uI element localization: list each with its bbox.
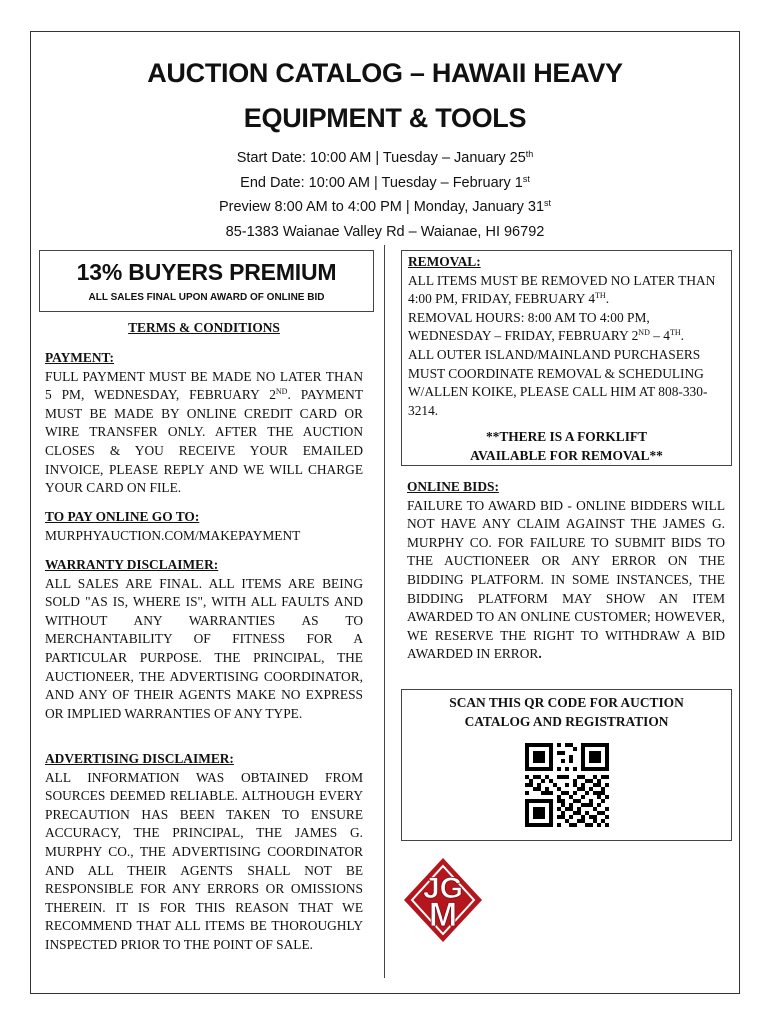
removal-coordination: ALL OUTER ISLAND/MAINLAND PURCHASERS MUST COORDINATE REMOVAL & SCHEDULING W/ALLEN KOIKE, PLEASE CALL HIM AT 808-330-3214. bbox=[408, 346, 708, 418]
online-bids-heading: ONLINE BIDS: bbox=[407, 479, 499, 494]
pay-online-url: MURPHYAUCTION.COM/MAKEPAYMENT bbox=[45, 527, 301, 543]
warranty-heading: WARRANTY DISCLAIMER: bbox=[45, 557, 219, 572]
buyers-premium-subtitle: ALL SALES FINAL UPON AWARD OF ONLINE BID bbox=[88, 292, 325, 303]
preview-date: Preview 8:00 AM to 4:00 PM | Monday, January 31st bbox=[218, 198, 552, 215]
removal-hours: REMOVAL HOURS: 8:00 AM TO 4:00 PM, bbox=[408, 309, 650, 325]
advertising-heading: ADVERTISING DISCLAIMER: bbox=[45, 751, 234, 766]
buyers-premium-title: 13% BUYERS PREMIUM bbox=[76, 259, 337, 285]
jgm-logo-icon bbox=[402, 856, 484, 944]
online-bids-text: FAILURE TO AWARD BID - ONLINE BIDDERS WILL NOT HAVE ANY CLAIM AGAINST THE JAMES G. MURPHY CO. FOR FAILURE TO SUBMIT BIDS TO THE AUCTIONEER OR ANY ERROR ON THE BIDDING PLATFORM. IN SOME INSTANCES, THE BIDDING PLATFORM MAY SHOW AN ITEM AWARDED TO AN ONLINE CUSTOMER; HOWEVER, WE RESERVE THE RIGHT TO WITHDRAW A BID AWARDED IN ERROR. bbox=[407, 497, 725, 662]
buyers-premium-box bbox=[39, 250, 374, 312]
forklift-notice: **THERE IS A FORKLIFT AVAILABLE FOR REMOVAL** bbox=[470, 429, 663, 463]
removal-deadline: ALL ITEMS MUST BE REMOVED NO LATER THAN 4:00 PM, FRIDAY, FEBRUARY 4TH. bbox=[408, 272, 716, 307]
pay-online-section bbox=[45, 508, 363, 545]
pay-online-heading: TO PAY ONLINE GO TO: bbox=[45, 509, 200, 524]
title-line-1: AUCTION CATALOG – HAWAII HEAVY bbox=[147, 58, 623, 88]
warranty-section bbox=[45, 556, 363, 723]
start-date: Start Date: 10:00 AM | Tuesday – January 25th bbox=[236, 149, 534, 166]
page-title bbox=[0, 51, 770, 141]
column-divider bbox=[384, 245, 385, 978]
warranty-text: ALL SALES ARE FINAL. ALL ITEMS ARE BEING SOLD "AS IS, WHERE IS", WITH ALL FAULTS AND WITHOUT ANY WARRANTIES AS TO MERCHANTABILITY OF FITNESS FOR A PARTICULAR PURPOSE. THE PRINCIPAL, THE AUCTIONEER, THE ADVERTISING COORDINATOR, AND ANY OF THEIR AGENTS MAKE NO EXPRESS OR IMPLIED WARRANTIES OF ANY TYPE. bbox=[45, 575, 363, 721]
advertising-section bbox=[45, 750, 363, 955]
removal-days: WEDNESDAY – FRIDAY, FEBRUARY 2ND – 4TH. bbox=[408, 328, 684, 344]
payment-section bbox=[45, 349, 363, 498]
auction-address: 85-1383 Waianae Valley Rd – Waianae, HI 96792 bbox=[225, 223, 545, 240]
advertising-text: ALL INFORMATION WAS OBTAINED FROM SOURCES DEEMED RELIABLE. ALTHOUGH EVERY PRECAUTION HAS BEEN TAKEN TO ENSURE ACCURACY, THE PRINCIPAL, THE JAMES G. MURPHY CO., THE ADVERTISING COORDINATOR AND ALL THEIR AGENTS SHALL NOT BE RESPONSIBLE FOR ANY ERRORS OR OMISSIONS THEREIN. IT IS FOR THIS REASON THAT WE RECOMMEND THAT ALL ITEMS BE THOROUGHLY INSPECTED PRIOR TO THE POINT OF SALE. bbox=[45, 769, 363, 952]
terms-heading: TERMS & CONDITIONS bbox=[128, 320, 280, 335]
logo-text: JG M bbox=[422, 872, 464, 934]
qr-code-icon[interactable] bbox=[525, 743, 609, 827]
removal-box bbox=[401, 250, 732, 466]
title-line-2: EQUIPMENT & TOOLS bbox=[243, 103, 527, 133]
qr-title: SCAN THIS QR CODE FOR AUCTION CATALOG AND REGISTRATION bbox=[449, 695, 684, 729]
qr-box bbox=[401, 689, 732, 841]
auction-dates bbox=[0, 146, 770, 244]
online-bids-section bbox=[407, 478, 725, 664]
payment-heading: PAYMENT: bbox=[45, 350, 114, 365]
end-date: End Date: 10:00 AM | Tuesday – February 1st bbox=[240, 173, 530, 191]
payment-text: FULL PAYMENT MUST BE MADE NO LATER THAN 5 PM, WEDNESDAY, FEBRUARY 2ND. PAYMENT MUST BE MADE BY ONLINE CREDIT CARD OR WIRE TRANSFER ONLY. AFTER THE AUCTION CLOSES & YOU RECEIVE YOUR EMAILED INVOICE, PLEASE REPLY AND WE WILL CHARGE YOUR CARD ON FILE. bbox=[45, 368, 363, 496]
removal-heading: REMOVAL: bbox=[408, 254, 481, 269]
